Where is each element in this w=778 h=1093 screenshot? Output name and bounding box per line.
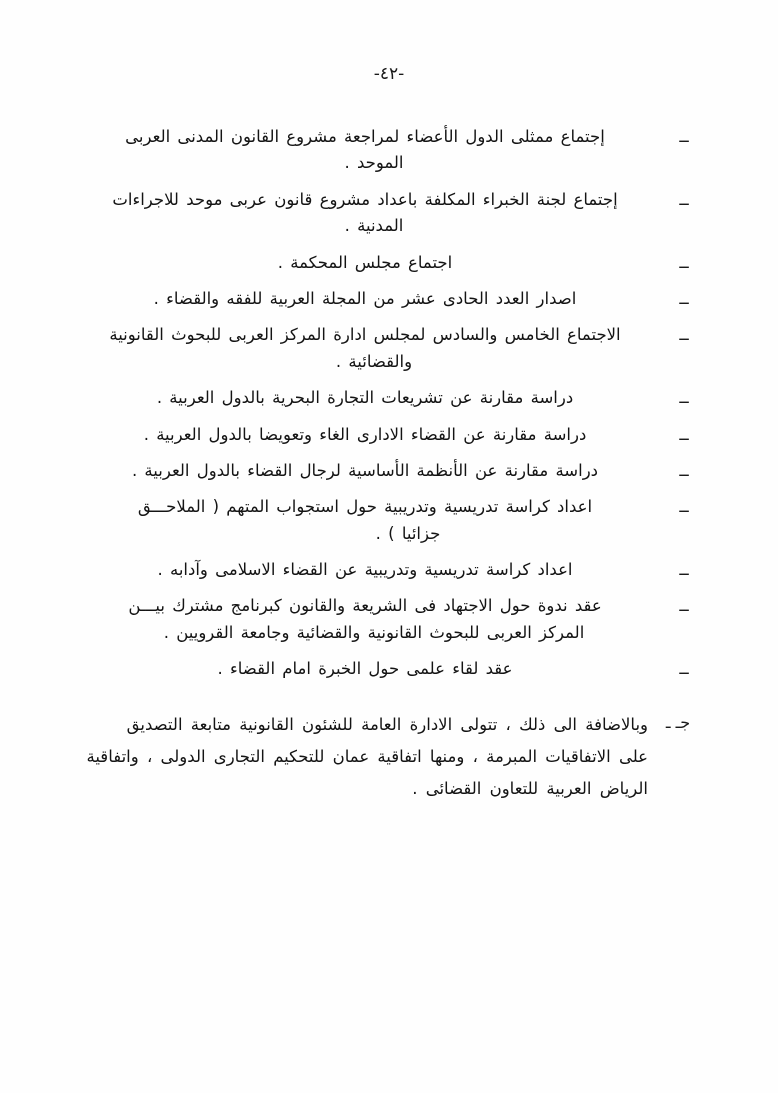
list-item (70, 422, 708, 448)
section-marker: جـ ـ (665, 712, 691, 732)
list-item (70, 458, 708, 484)
bullet-dash: ــ (679, 388, 689, 408)
list-item (70, 557, 708, 583)
list-item-line: إجتماع ممثلى الدول الأعضاء لمراجعة مشروع القانون المدنى العربى (125, 127, 605, 146)
list-item-text (70, 322, 660, 375)
page-number: -٤٢- (373, 64, 405, 84)
bullet-dash: ــ (679, 288, 689, 308)
list-item (70, 593, 708, 646)
list-item-text (70, 422, 660, 448)
list-item-text (70, 124, 660, 177)
list-item-line: اعداد كراسة تدريسية وتدريبية عن القضاء الاسلامى وآدابه . (157, 560, 573, 580)
bullet-dash: ــ (679, 189, 689, 209)
bullet-dash: ــ (679, 560, 689, 580)
list-item-line: اعداد كراسة تدريسية وتدريبية حول استجواب المتهم ( الملاحـــق (137, 497, 593, 517)
list-item-line: المدنية . (344, 216, 404, 236)
list-item-line: اجتماع مجلس المحكمة . (277, 252, 453, 272)
list-item (70, 322, 708, 375)
bullet-dash: ــ (679, 460, 689, 480)
bullet-dash: ــ (679, 497, 689, 517)
bullet-dash: ــ (679, 659, 689, 679)
bullet-dash: ــ (679, 596, 689, 616)
list-item-text (70, 593, 660, 646)
bullet-dash: ــ (679, 127, 689, 146)
document-body (70, 124, 708, 805)
list-item-text (70, 494, 660, 547)
list-item-text (70, 458, 660, 484)
closing-paragraph-text (70, 709, 648, 806)
list-item (70, 656, 708, 682)
list-item-text (70, 385, 660, 411)
list-item (70, 250, 708, 276)
list-item-line: اصدار العدد الحادى عشر من المجلة العربية للفقه والقضاء . (153, 288, 577, 308)
list-item-text (70, 656, 660, 682)
paragraph-line: على الاتفاقيات المبرمة ، ومنها اتفاقية عمان للتحكيم التجارى الدولى ، واتفاقية (86, 746, 648, 766)
list-item (70, 124, 708, 177)
paragraph-line: الرياض العربية للتعاون القضائى . (412, 778, 648, 798)
list-item-line: والقضائية . (335, 351, 413, 371)
list-item-line: عقد ندوة حول الاجتهاد فى الشريعة والقانون كبرنامج مشترك بيـــن (128, 596, 602, 616)
paragraph-line: وبالاضافة الى ذلك ، تتولى الادارة العامة للشئون القانونية متابعة التصديق (126, 714, 648, 734)
list-item (70, 385, 708, 411)
list-item-line: إجتماع لجنة الخبراء المكلفة باعداد مشروع قانون عربى موحد للاجراءات (112, 189, 618, 209)
list-item-line: دراسة مقارنة عن القضاء الادارى الغاء وتعويضا بالدول العربية . (143, 424, 587, 444)
list-item-line: جزائيا ) . (375, 523, 441, 543)
list-item (70, 187, 708, 240)
list-item-line: الموحد . (344, 153, 404, 173)
list-item (70, 286, 708, 312)
list-item-text (70, 250, 660, 276)
list-item-line: دراسة مقارنة عن الأنظمة الأساسية لرجال القضاء بالدول العربية . (131, 460, 599, 480)
list-item-line: الاجتماع الخامس والسادس لمجلس ادارة المركز العربى للبحوث القانونية (109, 325, 621, 345)
list-item-line: عقد لقاء علمى حول الخبرة امام القضاء . (217, 659, 513, 679)
bullet-dash: ــ (679, 424, 689, 444)
list-item-text (70, 187, 660, 240)
bullet-dash: ــ (679, 325, 689, 345)
list-item-text (70, 286, 660, 312)
list-item-line: دراسة مقارنة عن تشريعات التجارة البحرية بالدول العربية . (156, 388, 574, 408)
list-item-line: المركز العربى للبحوث القانونية والقضائية وجامعة القرويين . (163, 622, 585, 642)
bullet-dash: ــ (679, 252, 689, 272)
list-item (70, 494, 708, 547)
list-item-text (70, 557, 660, 583)
closing-paragraph (70, 709, 708, 806)
